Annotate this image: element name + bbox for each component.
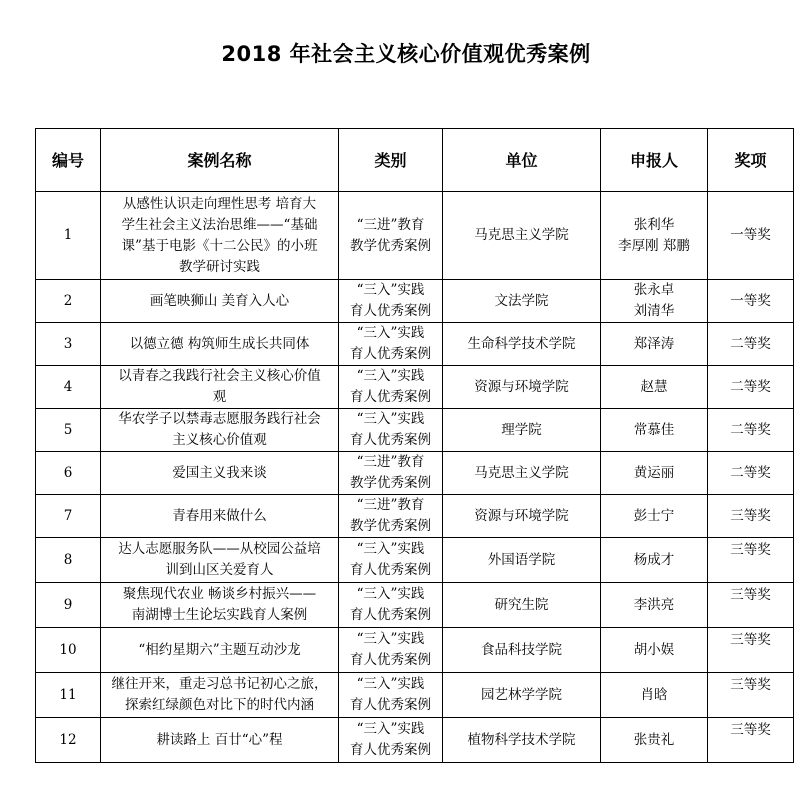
cell-category-line: 育人优秀案例 xyxy=(350,697,431,713)
cell-unit: 理学院 xyxy=(443,409,601,452)
cell-category-line: “三进”教育 xyxy=(356,497,425,513)
cell-case-name-line: 爱国主义我来谈 xyxy=(172,464,267,481)
cell-category xyxy=(339,495,443,538)
table-row xyxy=(36,718,794,763)
cell-category-line: 育人优秀案例 xyxy=(350,432,431,448)
cell-unit: 外国语学院 xyxy=(443,538,601,583)
cell-applicant-line: 肖晗 xyxy=(640,686,668,703)
cell-category xyxy=(339,323,443,366)
cell-unit: 马克思主义学院 xyxy=(443,192,601,280)
cell-applicant xyxy=(601,495,708,538)
cell-award: 二等奖 xyxy=(708,452,794,495)
cell-case-name-line: 青春用来做什么 xyxy=(172,507,267,524)
cell-number: 9 xyxy=(36,583,101,628)
cell-case-name-line: 课”基于电影《十二公民》的小班 xyxy=(121,237,318,254)
cell-case-name xyxy=(101,280,339,323)
cell-category xyxy=(339,628,443,673)
cell-category-line: 教学优秀案例 xyxy=(350,237,431,254)
cell-category-line: 育人优秀案例 xyxy=(350,562,431,578)
cell-case-name-line: 南湖博士生论坛实践育人案例 xyxy=(131,607,308,623)
cell-category-line: 育人优秀案例 xyxy=(350,346,431,362)
cell-number: 1 xyxy=(36,192,101,280)
cell-award: 二等奖 xyxy=(708,409,794,452)
cell-applicant xyxy=(601,452,708,495)
cell-case-name xyxy=(101,192,339,280)
cell-case-name xyxy=(101,366,339,409)
cell-category xyxy=(339,583,443,628)
cell-case-name xyxy=(101,583,339,628)
cell-number: 3 xyxy=(36,323,101,366)
cell-category xyxy=(339,452,443,495)
cell-category-line: “三进”教育 xyxy=(356,216,425,233)
cell-case-name-line: 主义核心价值观 xyxy=(172,432,267,448)
cell-award: 三等奖 xyxy=(708,583,794,628)
table-row xyxy=(36,673,794,718)
cell-category xyxy=(339,366,443,409)
cell-award: 二等奖 xyxy=(708,366,794,409)
cell-category-line: 育人优秀案例 xyxy=(350,742,431,758)
cell-applicant-line: 郑泽涛 xyxy=(633,335,675,352)
cell-applicant-line: 黄运丽 xyxy=(633,464,675,481)
cell-applicant xyxy=(601,366,708,409)
cell-award: 三等奖 xyxy=(708,495,794,538)
cell-category-line: 育人优秀案例 xyxy=(350,303,431,319)
cell-case-name-line: 以德立德 构筑师生成长共同体 xyxy=(129,335,310,352)
cell-case-name xyxy=(101,409,339,452)
cell-applicant-line: 胡小娱 xyxy=(633,641,675,658)
table-row xyxy=(36,366,794,409)
cell-category xyxy=(339,192,443,280)
cell-award: 三等奖 xyxy=(708,673,794,718)
cell-applicant xyxy=(601,280,708,323)
cell-category xyxy=(339,538,443,583)
cell-number: 8 xyxy=(36,538,101,583)
cell-category-line: “三入”实践 xyxy=(356,676,425,692)
cell-number: 7 xyxy=(36,495,101,538)
cell-case-name xyxy=(101,673,339,718)
table-row xyxy=(36,192,794,280)
table-row xyxy=(36,495,794,538)
cell-applicant-line: 刘清华 xyxy=(633,303,675,319)
cell-unit: 生命科学技术学院 xyxy=(443,323,601,366)
header-unit: 单位 xyxy=(443,129,601,192)
cell-case-name-line: 从感性认识走向理性思考 培育大 xyxy=(122,195,317,212)
table-row xyxy=(36,280,794,323)
cell-award: 三等奖 xyxy=(708,628,794,673)
cell-case-name xyxy=(101,495,339,538)
cell-case-name-line: 画笔映狮山 美育入人心 xyxy=(149,292,290,309)
cell-case-name-line: 耕读路上 百廿“心”程 xyxy=(156,731,283,748)
cell-award: 一等奖 xyxy=(708,280,794,323)
cell-case-name-line: 教学研讨实践 xyxy=(179,258,260,275)
cell-case-name xyxy=(101,452,339,495)
table-row xyxy=(36,538,794,583)
cell-unit: 资源与环境学院 xyxy=(443,495,601,538)
cell-category xyxy=(339,409,443,452)
cell-unit: 研究生院 xyxy=(443,583,601,628)
cell-case-name-line: “相约星期六”主题互动沙龙 xyxy=(138,641,301,658)
cell-unit: 植物科学技术学院 xyxy=(443,718,601,763)
cell-unit: 资源与环境学院 xyxy=(443,366,601,409)
cell-case-name-line: 继往开来，重走习总书记初心之旅， xyxy=(111,676,328,692)
cell-category xyxy=(339,673,443,718)
table-row xyxy=(36,583,794,628)
cell-award: 一等奖 xyxy=(708,192,794,280)
cell-case-name xyxy=(101,323,339,366)
table-row xyxy=(36,452,794,495)
cell-case-name-line: 以青春之我践行社会主义核心价值 xyxy=(118,368,321,384)
cell-applicant-line: 张利华 xyxy=(633,216,675,233)
cell-case-name-line: 观 xyxy=(212,389,227,405)
cell-category-line: “三入”实践 xyxy=(356,541,425,557)
cell-applicant xyxy=(601,323,708,366)
cell-applicant xyxy=(601,538,708,583)
cell-category-line: “三入”实践 xyxy=(356,411,425,427)
table-row xyxy=(36,323,794,366)
page-title: 2018 年社会主义核心价值观优秀案例 xyxy=(221,42,591,66)
cell-number: 4 xyxy=(36,366,101,409)
cell-case-name-line: 训到山区关爱育人 xyxy=(165,562,274,578)
cell-unit: 园艺林学学院 xyxy=(443,673,601,718)
cell-case-name-line: 达人志愿服务队——从校园公益培 xyxy=(118,541,321,557)
cell-applicant-line: 常慕佳 xyxy=(633,421,675,438)
cell-applicant-line: 张永卓 xyxy=(633,282,675,298)
cell-applicant xyxy=(601,409,708,452)
cell-category-line: “三入”实践 xyxy=(356,325,425,341)
cell-unit: 马克思主义学院 xyxy=(443,452,601,495)
cell-applicant-line: 彭士宁 xyxy=(633,507,675,524)
cell-case-name xyxy=(101,718,339,763)
cell-applicant xyxy=(601,583,708,628)
cell-category-line: “三入”实践 xyxy=(356,368,425,384)
cell-case-name-line: 学生社会主义法治思维——“基础 xyxy=(121,216,318,233)
cell-category xyxy=(339,718,443,763)
cell-number: 2 xyxy=(36,280,101,323)
cell-case-name xyxy=(101,628,339,673)
cell-case-name-line: 聚焦现代农业 畅谈乡村振兴—— xyxy=(122,586,317,602)
cell-case-name-line: 探索红绿颜色对比下的时代内涵 xyxy=(125,697,314,713)
cell-applicant-line: 李洪亮 xyxy=(633,596,675,613)
header-case-name: 案例名称 xyxy=(101,129,339,192)
cell-number: 5 xyxy=(36,409,101,452)
cell-category-line: “三入”实践 xyxy=(356,721,425,737)
header-number: 编号 xyxy=(36,129,101,192)
cell-number: 6 xyxy=(36,452,101,495)
header-category: 类别 xyxy=(339,129,443,192)
cell-applicant-line: 张贵礼 xyxy=(633,731,675,748)
table-row xyxy=(36,409,794,452)
cell-category-line: “三入”实践 xyxy=(356,631,425,647)
cell-award: 二等奖 xyxy=(708,323,794,366)
cell-unit: 文法学院 xyxy=(443,280,601,323)
cell-category-line: 教学优秀案例 xyxy=(350,518,431,534)
cell-applicant xyxy=(601,628,708,673)
cell-category-line: 育人优秀案例 xyxy=(350,389,431,405)
cell-category xyxy=(339,280,443,323)
header-applicant: 申报人 xyxy=(601,129,708,192)
cell-award: 三等奖 xyxy=(708,538,794,583)
table-header-row xyxy=(36,129,794,192)
cell-category-line: 教学优秀案例 xyxy=(350,475,431,491)
cell-applicant-line: 杨成才 xyxy=(633,551,675,568)
cell-applicant xyxy=(601,673,708,718)
cell-case-name xyxy=(101,538,339,583)
cell-applicant-line: 赵慧 xyxy=(640,378,668,395)
cell-category-line: “三进”教育 xyxy=(356,454,425,470)
cell-category-line: 育人优秀案例 xyxy=(350,652,431,668)
cell-number: 12 xyxy=(36,718,101,763)
awards-table xyxy=(35,128,794,763)
cell-category-line: “三入”实践 xyxy=(356,586,425,602)
cell-category-line: “三入”实践 xyxy=(356,282,425,298)
cell-applicant xyxy=(601,718,708,763)
cell-number: 10 xyxy=(36,628,101,673)
cell-case-name-line: 华农学子以禁毒志愿服务践行社会 xyxy=(118,411,321,427)
cell-award: 三等奖 xyxy=(708,718,794,763)
cell-category-line: 育人优秀案例 xyxy=(350,607,431,623)
cell-number: 11 xyxy=(36,673,101,718)
cell-unit: 食品科技学院 xyxy=(443,628,601,673)
table-row xyxy=(36,628,794,673)
header-award: 奖项 xyxy=(708,129,794,192)
cell-applicant xyxy=(601,192,708,280)
cell-applicant-line: 李厚刚 郑鹏 xyxy=(618,237,690,254)
